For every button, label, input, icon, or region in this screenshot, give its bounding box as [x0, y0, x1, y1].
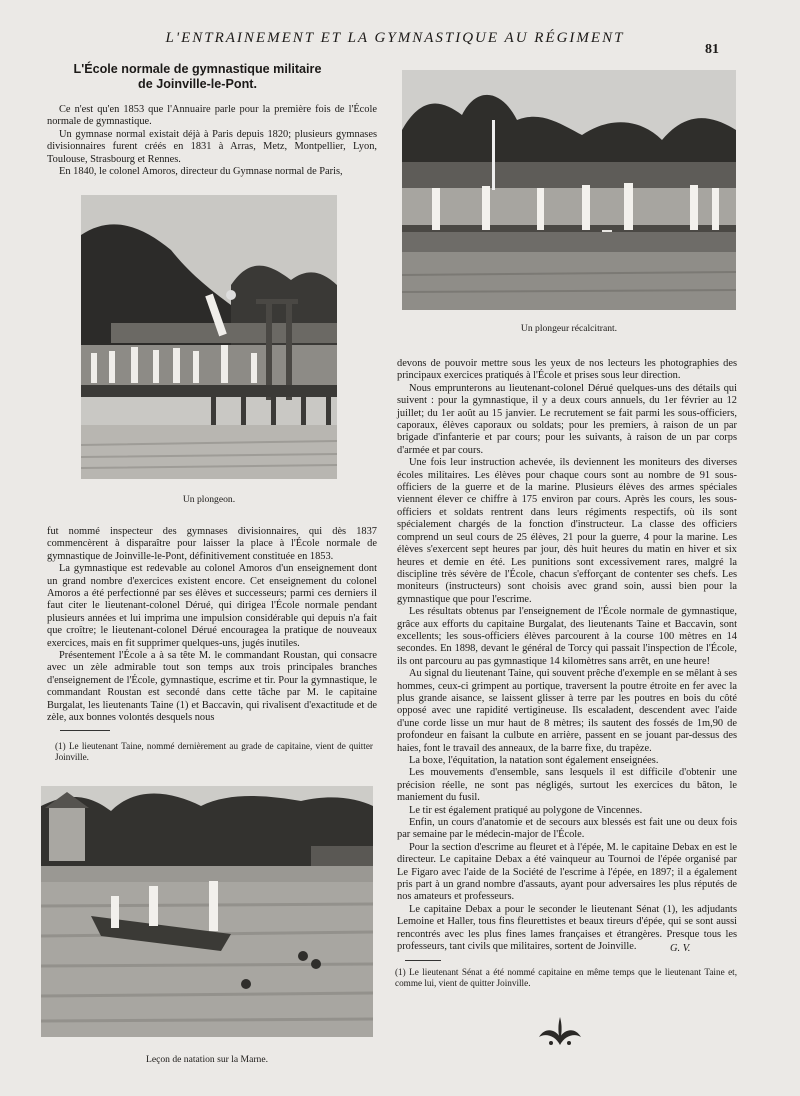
- right-column: [397, 358, 737, 954]
- paragraph: fut nommé inspecteur des gymnases divisionnaires, qui dès 1837 commencèrent à disparaître pour laisser la place à l'École normale de gymnastique de Joinville-le-Pont, définitivement constituée en 1853.: [47, 526, 377, 562]
- footnote-divider: [60, 730, 110, 731]
- paragraph: Nous emprunterons au lieutenant-colonel Dérué quelques-uns des détails qui suivent : pour la gymnastique, il y a deux cours annuels, du 1er février au 12 juillet; du 1er août au 15 janvier. Le recrutement se fait parmi les sous-officiers, caporaux, élèves caporaux ou soldats; pour les premiers, à raison de un par brigade d'infanterie et par cours; pour les suivants, à raison de un par corps d'armée et par cours.: [397, 382, 737, 456]
- paragraph: La gymnastique est redevable au colonel Amoros d'un enseignement dont un grand nombre d'exercices existent encore. Cet enseignement du colonel Amoros a été perfectionné par ses élèves et successeurs; parmi ces derniers il faut citer le lieutenant-colonel Dérué, qui dirigea l'École normale pendant plusieurs années et lui imprima une impulsion considérable qui depuis n'a fait que croître; le lieutenant-colonel Dérué encouragea la pratique de nouveaux exercices, mais en fit supprimer quelques-uns, jugés inutiles.: [47, 563, 377, 649]
- paragraph: Ce n'est qu'en 1853 que l'Annuaire parle pour la première fois de l'École normale de gymnastique.: [47, 104, 377, 128]
- footnote-divider: [405, 960, 441, 961]
- author-signature: G. V.: [670, 943, 691, 954]
- photo-reluctant-diver-image: [402, 70, 736, 310]
- caption-swimming-lesson: Leçon de natation sur la Marne.: [145, 1054, 268, 1065]
- floral-ornament-icon: [535, 1015, 585, 1049]
- right-footnote: (1) Le lieutenant Sénat a été nommé capitaine en même temps que le lieutenant Taine et, comme lui, vient de quitter Joinville.: [395, 967, 737, 988]
- page-number: 81: [705, 42, 719, 57]
- paragraph: Les mouvements d'ensemble, sans lesquels il est difficile d'obtenir une précision réelle, ne sont pas négligés, surtout les exercices du bâton, le maniement du fusil.: [397, 767, 737, 804]
- intro-column: [47, 104, 377, 178]
- photo-swimming-lesson-image: [41, 786, 373, 1037]
- paragraph: Les résultats obtenus par l'enseignement de l'École normale de gymnastique, grâce aux efforts du capitaine Burgalat, des lieutenants Taine et Baccavin, sont excellents; les sous-officiers élèves parcourent à la course 100 mètres en 14 secondes. En 1898, devant le général de Torcy qui passait l'inspection de l'École, ils ont parcouru au pas gymnastique 14 kilomètres sans arrêt, en une heure!: [397, 606, 737, 667]
- paragraph: En 1840, le colonel Amoros, directeur du Gymnase normal de Paris,: [59, 166, 343, 178]
- photo-diving: [81, 195, 337, 479]
- paragraph: Enfin, un cours d'anatomie et de secours aux blessés est fait une ou deux fois par semaine par le médecin-major de l'École.: [397, 817, 737, 841]
- paragraph: Présentement l'École a à sa tête M. le commandant Roustan, qui consacre avec un zèle admirable tout son temps aux trois principales branches d'enseignement de l'École, gymnastique, escrime et tir. Pour la gymnastique, le commandant Roustan est secondé dans cette tâche par M. le capitaine Burgalat, les lieutenants Taine (1) et Baccavin, qui rivalisent d'exactitude et de zèle, aux bonnes volontés desquels nous: [47, 650, 377, 724]
- photo-reluctant-diver: [402, 70, 736, 310]
- paragraph: devons de pouvoir mettre sous les yeux de nos lecteurs les photographies des principaux exercices pratiqués à l'École et prises sous leur direction.: [397, 358, 737, 382]
- article-title-line2: de Joinville-le-Pont.: [138, 77, 257, 91]
- left-footnote: (1) Le lieutenant Taine, nommé dernièrement au grade de capitaine, vient de quitter Joinville.: [55, 741, 373, 762]
- paragraph: Au signal du lieutenant Taine, qui souvent prêche d'exemple en se mêlant à ses hommes, ceux-ci grimpent au portique, traversent la poutre étroite en fer avec la plus grande aisance, se laissent glisser à terre par les poutres en bois du côté opposé avec une rapidité vertigineuse. Ils escaladent, descendent avec l'aide d'une corde lisse un mur haut de 8 mètres; ils sautent des fossés de 1m,90 de profondeur en faisant la culbute en arrière, passent en se jouant par-dessus des haies, font le travail des anneaux, de la barre fixe, du trapèze.: [397, 668, 737, 754]
- paragraph: La boxe, l'équitation, la natation sont également enseignées.: [409, 755, 659, 766]
- paragraph: Le tir est également pratiqué au polygone de Vincennes.: [409, 804, 643, 816]
- paragraph: Le capitaine Debax a pour le seconder le lieutenant Sénat (1), les adjudants Lemoine et Haller, tous fins fleurettistes et beaux tireurs d'épée, qui se sont aussi rencontrés avec les plus fines lames françaises et étrangères. Presque tous les professeurs, tant civils que militaires, sortent de Joinville.: [397, 903, 737, 953]
- photo-diving-image: [81, 195, 337, 479]
- caption-diving: Un plongeon.: [182, 494, 236, 505]
- paragraph: Pour la section d'escrime au fleuret et à l'épée, M. le capitaine Debax en est le directeur. Le capitaine Debax a été vainqueur au Tournoi de l'épée organisé par Le Figaro avec l'aide de la Société de l'escrime à l'épée, en 1897; il a également pris part à un grand nombre d'assauts, ayant pour adversaires les plus réputés de nos amateurs et professeurs.: [397, 841, 737, 903]
- photo-swimming-lesson: [41, 786, 373, 1037]
- paragraph: Une fois leur instruction achevée, ils deviennent les moniteurs des diverses écoles militaires. Les élèves pour chaque cours sont au nombre de 91 sous-officiers de la guerre et de la marine. Plusieurs élèves des armes spéciales viennent élever ce chiffre à 175 environ par cours. Après les cours, les sous-officiers et soldats rentrent dans leurs régiments respectifs, où ils sont spécialement chargés de la fonction d'instructeur. La classe des officiers comprend un seul cours de 25 élèves, 21 pour la guerre, 4 pour la marine. Les élèves s'exercent sept heures par jour, dès huit heures du matin en hiver et six heures et demie en été. Les punitions sont excessivement rares, malgré la discipline très sévère de l'École, chacun s'efforçant de contenter ses chefs. Les moniteurs (instructeurs) sont choisis avec grand soin, aussi bien pour la gymnastique que pour l'escrime.: [397, 457, 737, 605]
- running-title: L'ENTRAINEMENT ET LA GYMNASTIQUE AU RÉGIMENT: [165, 30, 625, 46]
- article-title-line1: L'École normale de gymnastique militaire: [73, 62, 322, 76]
- caption-reluctant-diver: Un plongeur récalcitrant.: [520, 323, 618, 334]
- paragraph: Un gymnase normal existait déjà à Paris depuis 1820; plusieurs gymnases divisionnaires furent créés en 1831 à Arras, Metz, Montpellier, Lyon, Toulouse, Strasbourg et Rennes.: [47, 128, 377, 165]
- article-title: [55, 62, 340, 92]
- left-column: [47, 526, 377, 725]
